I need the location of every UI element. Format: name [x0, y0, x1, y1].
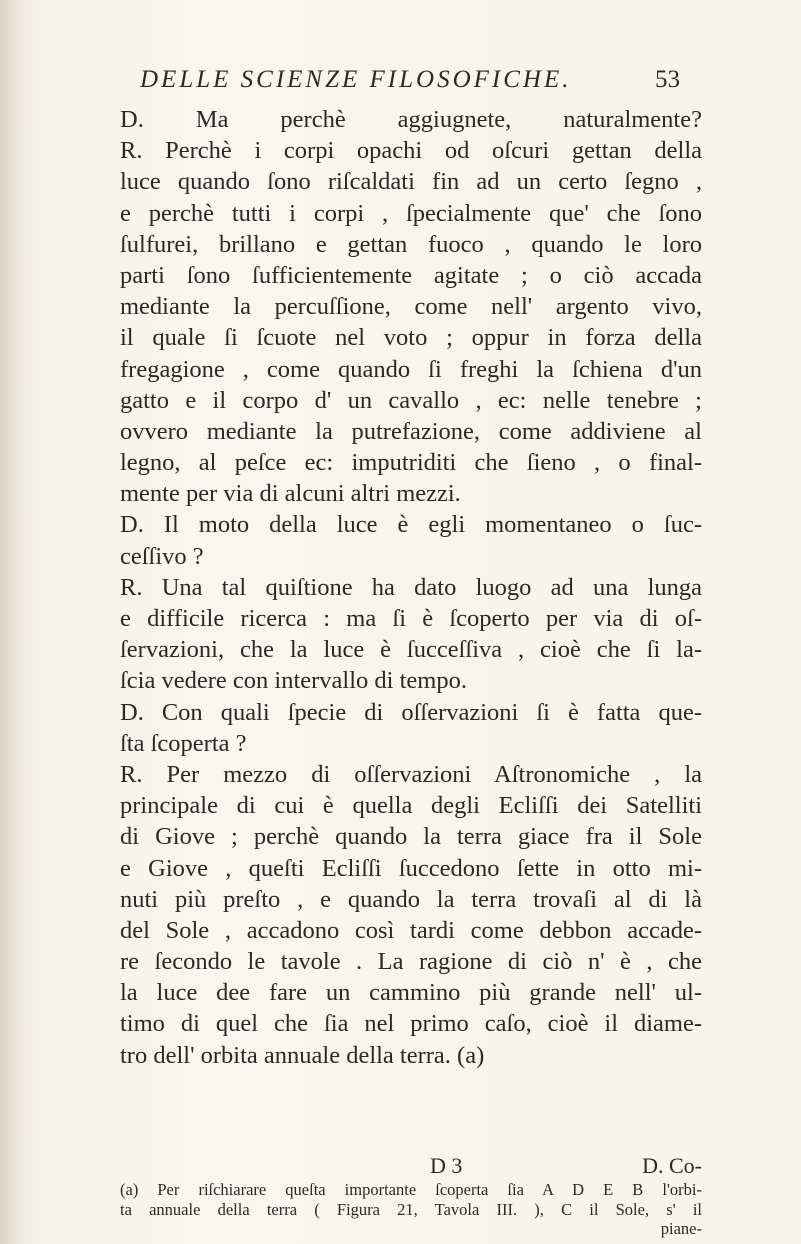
text-line: fregagione , come quando ſi freghi la ſchiena d'un	[120, 355, 702, 383]
text-line: re ſecondo le tavole . La ragione di ciò n' è , che	[120, 948, 702, 976]
running-title: DELLE SCIENZE FILOSOFICHE.	[140, 66, 572, 93]
text-line: parti ſono ſufficientemente agitate ; o ciò accada	[120, 261, 702, 289]
signature-mark: D 3	[430, 1153, 463, 1178]
text-line: tro dell' orbita annuale della terra. (a)	[120, 1041, 485, 1069]
page-number: 53	[655, 66, 680, 93]
page-header	[140, 66, 680, 102]
catchword: D. Co-	[642, 1153, 702, 1178]
catchline	[120, 1153, 702, 1179]
text-line: e difficile ricerca : ma ſi è ſcoperto per via di oſ-	[120, 605, 702, 632]
text-line: D. Ma perchè aggiugnete, naturalmente?	[120, 106, 702, 133]
text-line: il quale ſi ſcuote nel voto ; oppur in forza della	[120, 324, 702, 352]
text-line: R. Per mezzo di oſſervazioni Aſtronomiche , la	[120, 760, 702, 788]
text-line: ceſſivo ?	[120, 542, 204, 570]
text-line: di Giove ; perchè quando la terra giace fra il Sole	[120, 823, 702, 851]
text-line: ſervazioni, che la luce è ſucceſſiva , cioè che ſi la-	[120, 636, 702, 664]
text-line: la luce dee fare un cammino più grande nell' ul-	[120, 979, 702, 1007]
text-line: ovvero mediante la putrefazione, come addiviene al	[120, 417, 702, 445]
text-line: D. Il moto della luce è egli momentaneo o ſuc-	[120, 511, 702, 539]
text-line: nuti più preſto , e quando la terra trovaſi al di là	[120, 885, 702, 913]
text-line: ſulfurei, brillano e gettan fuoco , quando le loro	[120, 230, 702, 258]
text-line: principale di cui è quella degli Ecliſſi dei Satelliti	[120, 792, 702, 820]
text-line: luce quando ſono riſcaldati fin ad un certo ſegno ,	[120, 168, 702, 196]
text-line: R. Una tal quiſtione ha dato luogo ad una lunga	[120, 573, 702, 601]
text-line: timo di quel che ſia nel primo caſo, cioè il diame-	[120, 1010, 702, 1038]
text-line: mente per via di alcuni altri mezzi.	[120, 480, 461, 508]
body-text	[120, 104, 702, 1071]
text-line: del Sole , accadono così tardi come debbon accade-	[120, 916, 702, 944]
text-line: ſta ſcoperta ?	[120, 729, 247, 757]
text-line: e Giove , queſti Ecliſſi ſuccedono ſette in otto mi-	[120, 854, 702, 882]
footnote-line: (a) Per riſchiarare queſta importante ſcoperta ſia A D E B l'orbi-	[120, 1180, 702, 1199]
text-line: gatto e il corpo d' un cavallo , ec: nelle tenebre ;	[120, 386, 702, 414]
text-line: e perchè tutti i corpi , ſpecialmente que' che ſono	[120, 199, 702, 227]
text-line: R. Perchè i corpi opachi od oſcuri gettan della	[120, 137, 702, 165]
footnote-line: ta annuale della terra ( Figura 21, Tavola III. ), C il Sole, s' il	[120, 1199, 702, 1219]
text-line: mediante la percuſſione, come nell' argento vivo,	[120, 293, 702, 321]
text-line: D. Con quali ſpecie di oſſervazioni ſi è fatta que-	[120, 698, 702, 726]
page-gutter	[0, 0, 22, 1244]
footnote	[120, 1180, 702, 1239]
text-line: legno, al peſce ec: imputriditi che ſieno , o final-	[120, 449, 702, 477]
text-line: ſcia vedere con intervallo di tempo.	[120, 667, 467, 695]
footnote-line: piane-	[660, 1219, 702, 1238]
